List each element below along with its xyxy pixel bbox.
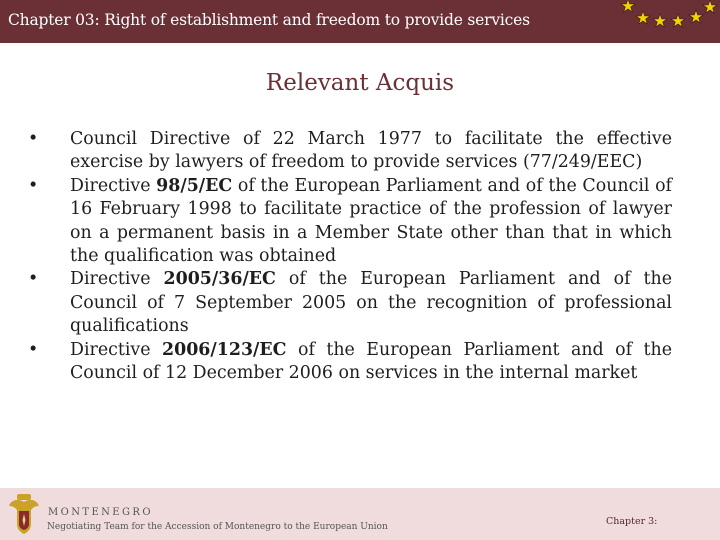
- item-reference: 2005/36/EC: [163, 269, 276, 290]
- item-text: of the European Parliament and of the Council of 7 September 2005 on the recognition of professional qualifications: [70, 269, 672, 337]
- bullet: •: [28, 269, 39, 290]
- list-item: [28, 175, 672, 269]
- header-bar: [0, 0, 720, 43]
- acquis-list: [28, 128, 672, 385]
- star-icon: [703, 0, 717, 13]
- item-text: Directive: [70, 269, 164, 290]
- star-icon: [636, 11, 650, 24]
- montenegro-crest-icon: [8, 494, 40, 534]
- bullet: •: [28, 175, 39, 196]
- star-icon: [653, 14, 667, 27]
- item-reference: 98/5/EC: [156, 175, 233, 196]
- star-icon: [671, 14, 685, 27]
- item-reference: 2006/123/EC: [162, 339, 287, 360]
- eu-stars-icon: [600, 0, 720, 43]
- star-icon: [621, 0, 635, 12]
- footer-team-name: Negotiating Team for the Accession of Montenegro to the European Union: [47, 522, 388, 532]
- item-text: Directive: [70, 339, 162, 360]
- footer-bar: [0, 488, 720, 540]
- bullet: •: [28, 129, 39, 149]
- item-text: Directive: [70, 175, 157, 196]
- list-item: [28, 128, 672, 175]
- bullet: •: [28, 339, 39, 360]
- list-item: [28, 339, 672, 386]
- item-text: Council Directive of 22 March 1977 to facilitate the effective exercise by lawyers of freedom to provide services (77/249/EEC): [70, 129, 672, 173]
- list-item: [28, 268, 672, 338]
- item-text: of the European Parliament and of the Council of 16 February 1998 to facilitate practice of the profession of lawyer on a permanent basis in a Member State other than that in which the qualification was obtained: [70, 175, 672, 267]
- item-text: of the European Parliament and of the Council of 12 December 2006 on services in the internal market: [70, 339, 673, 384]
- footer-chapter-label: Chapter 3:: [606, 516, 658, 527]
- chapter-title: Chapter 03: Right of establishment and freedom to provide services: [8, 11, 530, 29]
- footer-country: MONTENEGRO: [48, 507, 153, 518]
- star-icon: [689, 10, 703, 23]
- page-title: Relevant Acquis: [265, 70, 455, 96]
